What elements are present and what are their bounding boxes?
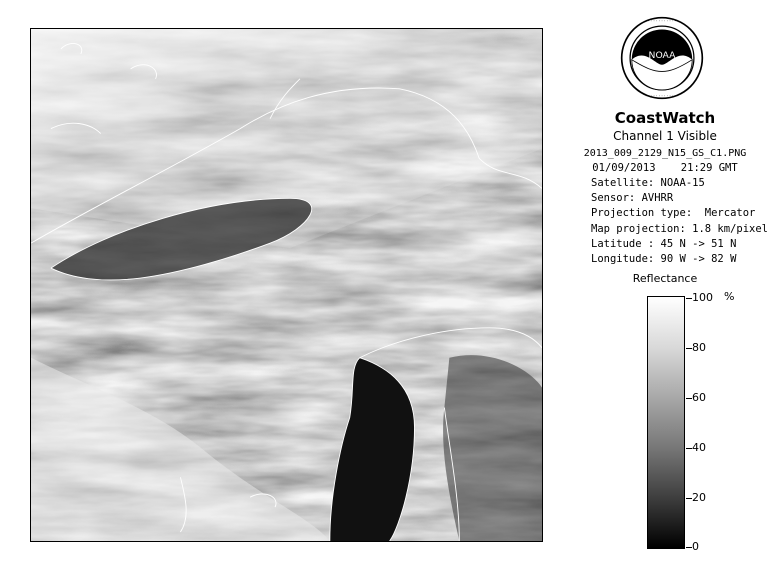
satellite-image-render — [31, 29, 542, 541]
colorbar-unit: % — [724, 290, 735, 303]
colorbar-tick-label-60: 60 — [692, 391, 706, 404]
colorbar-label: Reflectance — [632, 272, 698, 285]
colorbar-tick-label-40: 40 — [692, 441, 706, 454]
reflectance-colorbar — [647, 296, 685, 549]
svg-text:· · · · · · · · · · · · ·: · · · · · · · · · · · · · — [645, 18, 679, 24]
projection-type-line: Projection type: Mercator — [591, 207, 756, 220]
colorbar-tick-label-100: 100 — [692, 291, 713, 304]
channel-subtitle: Channel 1 Visible — [613, 129, 717, 143]
latitude-line: Latitude : 45 N -> 51 N — [591, 237, 737, 250]
acquisition-datetime: 01/09/2013 21:29 GMT — [592, 162, 738, 174]
colorbar-tick-label-0: 0 — [692, 540, 699, 553]
product-title: CoastWatch — [614, 109, 716, 127]
metadata-block — [591, 176, 768, 267]
colorbar-tick-label-20: 20 — [692, 491, 706, 504]
svg-text:· · · · · · · · · · · · ·: · · · · · · · · · · · · · — [645, 93, 679, 99]
longitude-line: Longitude: 90 W -> 82 W — [591, 253, 737, 266]
noaa-logo — [620, 16, 704, 100]
colorbar-tick-label-80: 80 — [692, 341, 706, 354]
map-projection-line: Map projection: 1.8 km/pixel — [591, 222, 769, 235]
satellite-image — [30, 28, 543, 542]
satellite-line: Satellite: NOAA-15 — [591, 177, 705, 189]
noaa-logo-text: NOAA — [648, 50, 676, 61]
image-filename: 2013_009_2129_N15_GS_C1.PNG — [583, 148, 747, 159]
sensor-line: Sensor: AVHRR — [591, 192, 674, 205]
